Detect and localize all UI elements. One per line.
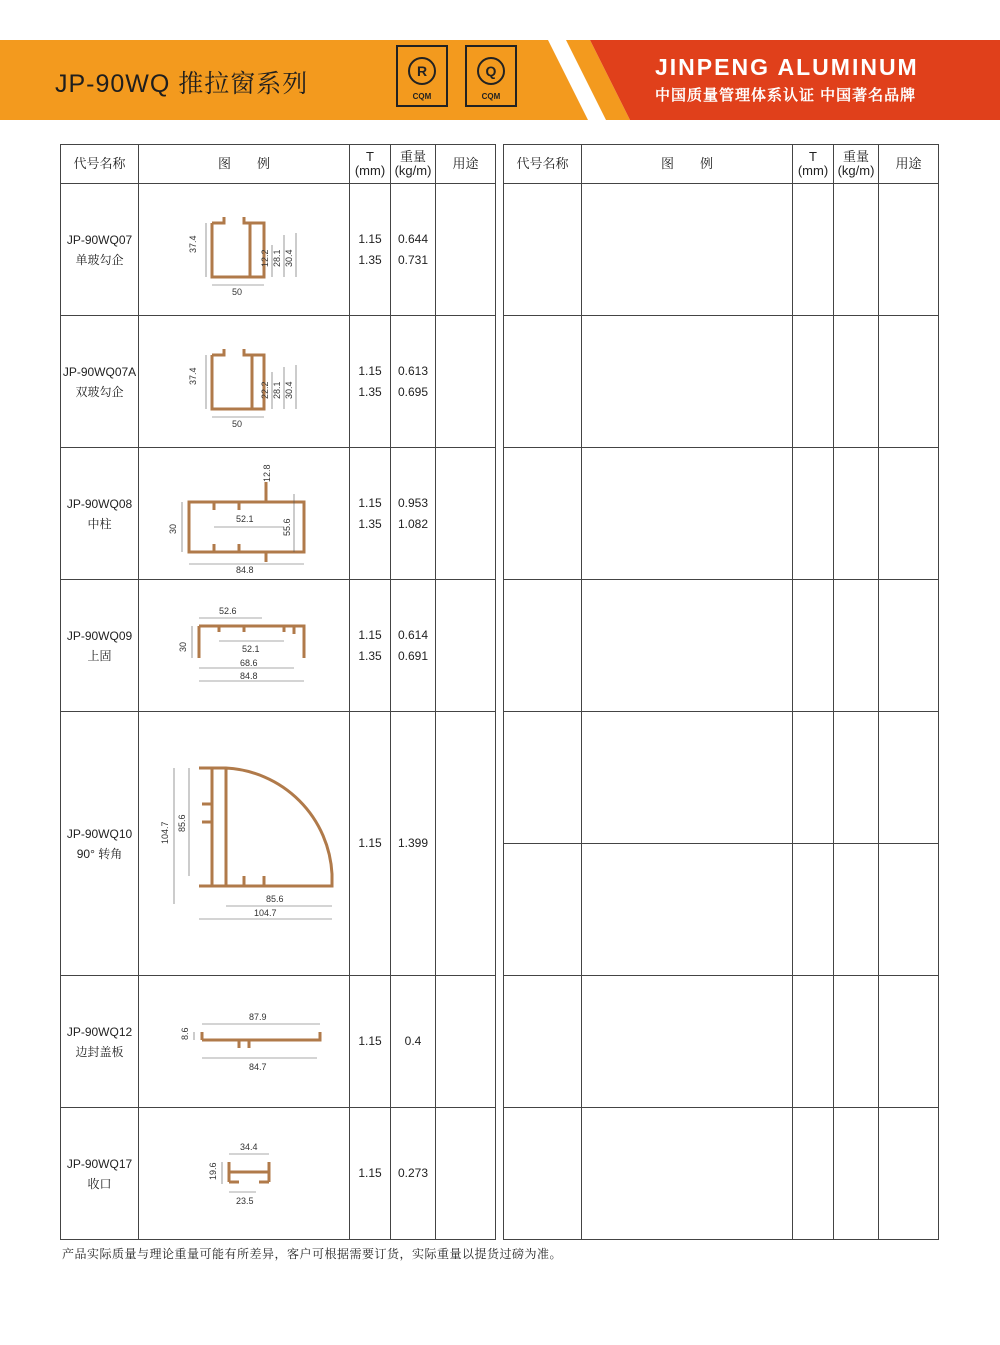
- table-row: [504, 580, 939, 712]
- thickness-cell: 1.15 1.35: [350, 448, 391, 580]
- profile-figure: [139, 448, 350, 580]
- dim-label: 104.7: [160, 820, 170, 844]
- header-code: 代号名称: [61, 145, 139, 184]
- table-row: [504, 316, 939, 448]
- dim-label: 84.8: [240, 670, 258, 681]
- dim-label: 12.2: [260, 248, 270, 267]
- row-code-cell: JP-90WQ10 90° 转角: [61, 712, 139, 976]
- usage-cell: [436, 448, 496, 580]
- profile-drawing-jp90wq07a: [144, 327, 344, 437]
- dim-label: 30.4: [284, 248, 294, 267]
- thickness-cell: 1.15 1.35: [350, 580, 391, 712]
- thickness-cell: 1.15: [350, 976, 391, 1108]
- weight-cell: 0.953 1.082: [391, 448, 436, 580]
- row-code-cell: JP-90WQ07 单玻勾企: [61, 184, 139, 316]
- usage-cell: [436, 976, 496, 1108]
- dim-label: 85.6: [177, 813, 187, 832]
- row-code-cell: JP-90WQ12 边封盖板: [61, 976, 139, 1108]
- header-figure: 图 例: [582, 145, 793, 184]
- dim-label: 50: [232, 418, 243, 429]
- dim-label: 52.1: [242, 643, 260, 654]
- dim-label: 104.7: [254, 907, 277, 918]
- header-weight: 重量 (kg/m): [391, 145, 436, 184]
- dim-label: 28.1: [272, 380, 282, 399]
- brand-name: JINPENG ALUMINUM: [655, 54, 919, 80]
- usage-cell: [436, 712, 496, 976]
- profile-drawing-jp90wq08: [144, 454, 344, 574]
- header-usage: 用途: [436, 145, 496, 184]
- dim-label: 30.4: [284, 380, 294, 399]
- thickness-cell: 1.15: [350, 712, 391, 976]
- profile-figure: [139, 976, 350, 1108]
- profile-table-right: [503, 144, 939, 1240]
- dim-label: 37.4: [188, 366, 198, 385]
- dim-label: 84.7: [249, 1061, 267, 1072]
- table-row: [61, 976, 496, 1108]
- profile-drawing-jp90wq12: [144, 1002, 344, 1082]
- table-row: [61, 316, 496, 448]
- dim-label: 8.6: [180, 1026, 190, 1040]
- weight-cell: 0.273: [391, 1108, 436, 1240]
- table-header-row: [504, 145, 939, 184]
- cqm-r-logo-icon: R CQM: [396, 45, 448, 107]
- profile-drawing-jp90wq17: [144, 1134, 344, 1214]
- weight-cell: 1.399: [391, 712, 436, 976]
- usage-cell: [436, 580, 496, 712]
- header-usage: 用途: [879, 145, 939, 184]
- table-row: [504, 844, 939, 976]
- weight-cell: 0.614 0.691: [391, 580, 436, 712]
- weight-cell: 0.644 0.731: [391, 184, 436, 316]
- profile-drawing-jp90wq09: [144, 596, 344, 696]
- brand-slogan: 中国质量管理体系认证 中国著名品牌: [655, 87, 917, 104]
- profile-table-left: [60, 144, 496, 1240]
- table-row: [61, 184, 496, 316]
- weight-cell: 0.4: [391, 976, 436, 1108]
- table-row: [504, 976, 939, 1108]
- profile-figure: [139, 184, 350, 316]
- row-code-cell: JP-90WQ09 上固: [61, 580, 139, 712]
- header-t: T (mm): [350, 145, 391, 184]
- row-code-cell: JP-90WQ07A 双玻勾企: [61, 316, 139, 448]
- dim-label: 52.6: [219, 605, 237, 616]
- table-row: [504, 712, 939, 844]
- row-code-cell: JP-90WQ08 中柱: [61, 448, 139, 580]
- usage-cell: [436, 184, 496, 316]
- header-code: 代号名称: [504, 145, 582, 184]
- profile-figure: [139, 580, 350, 712]
- row-code-cell: JP-90WQ17 收口: [61, 1108, 139, 1240]
- usage-cell: [436, 1108, 496, 1240]
- thickness-cell: 1.15 1.35: [350, 316, 391, 448]
- dim-label: 30: [178, 641, 188, 652]
- header-t: T (mm): [793, 145, 834, 184]
- weight-cell: 0.613 0.695: [391, 316, 436, 448]
- thickness-cell: 1.15: [350, 1108, 391, 1240]
- profile-figure: [139, 1108, 350, 1240]
- dim-label: 30: [168, 523, 178, 534]
- dim-label: 85.6: [266, 893, 284, 904]
- series-title: JP-90WQ 推拉窗系列: [55, 70, 309, 98]
- dim-label: 52.1: [236, 513, 254, 524]
- dim-label: 84.8: [236, 564, 254, 574]
- table-header-row: [61, 145, 496, 184]
- dim-label: 23.5: [236, 1195, 254, 1206]
- dim-label: 12.8: [262, 463, 272, 482]
- footnote: 产品实际质量与理论重量可能有所差异，客户可根据需要订货，实际重量以提货过磅为准。: [62, 1247, 563, 1261]
- table-row: [61, 448, 496, 580]
- dim-label: 37.4: [188, 234, 198, 253]
- table-row: [504, 184, 939, 316]
- profile-figure: [139, 316, 350, 448]
- cqm-q-logo-icon: Q CQM: [465, 45, 517, 107]
- thickness-cell: 1.15 1.35: [350, 184, 391, 316]
- header-weight: 重量 (kg/m): [834, 145, 879, 184]
- profile-figure: [139, 712, 350, 976]
- dim-label: 28.1: [272, 248, 282, 267]
- dim-label: 50: [232, 286, 243, 297]
- dim-label: 87.9: [249, 1011, 267, 1022]
- dim-label: 19.6: [208, 1161, 218, 1180]
- profile-drawing-jp90wq10: [144, 744, 344, 944]
- table-row: [61, 580, 496, 712]
- dim-label: 34.4: [240, 1141, 258, 1152]
- dim-label: 55.6: [282, 517, 292, 536]
- usage-cell: [436, 316, 496, 448]
- table-row: [504, 1108, 939, 1240]
- profile-drawing-jp90wq07: [144, 195, 344, 305]
- dim-label: 68.6: [240, 657, 258, 668]
- header-figure: 图 例: [139, 145, 350, 184]
- table-row: [504, 448, 939, 580]
- dim-label: 22.2: [260, 380, 270, 399]
- table-row: [61, 1108, 496, 1240]
- table-row: [61, 712, 496, 976]
